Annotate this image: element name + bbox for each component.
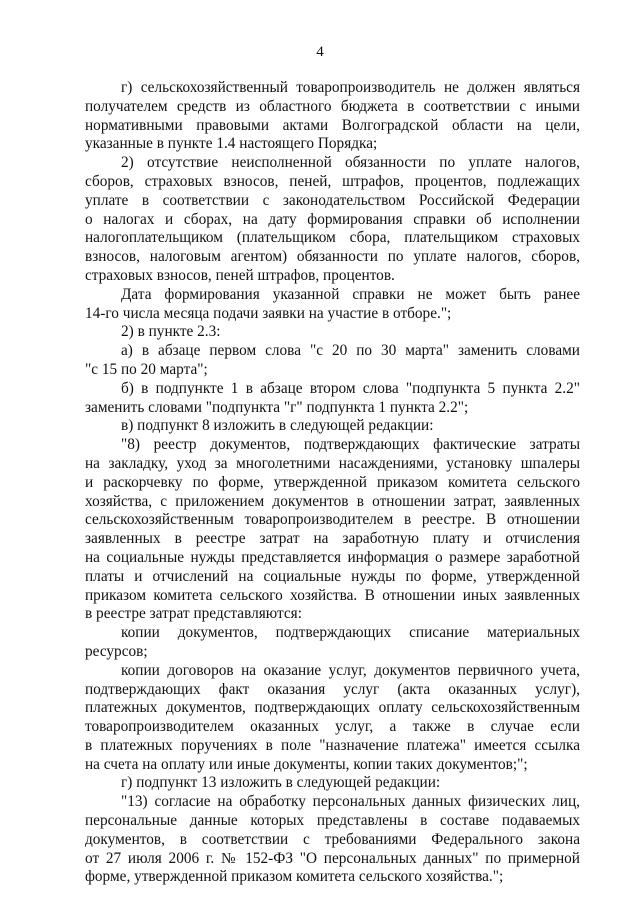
document-body	[85, 79, 580, 887]
text-line: г) сельскохозяйственный товаропроизводитель не должен являться	[121, 79, 580, 96]
text-line: копии документов, подтверждающих списание материальных	[121, 624, 580, 642]
text-line: указанные в пункте 1.4 настоящего Порядка;	[85, 135, 378, 153]
text-line: о налогах и сборах, на дату формирования справки об исполнении	[85, 210, 580, 228]
text-line: документов, в соответствии с требованиями Федерального закона	[85, 830, 580, 848]
text-line: подтверждающих факт оказания услуг (акта оказанных услуг),	[85, 680, 580, 698]
text-line: копии договоров на оказание услуг, документов первичного учета,	[121, 661, 580, 679]
text-line: на счета на оплату или иные документы, копии таких документов;";	[85, 755, 528, 773]
text-line: "13) согласие на обработку персональных данных физических лиц,	[121, 793, 580, 811]
text-line: уплате в соответствии с законодательством Российской Федерации	[85, 191, 580, 209]
text-line: на социальные нужды представляется информация о размере заработной	[85, 548, 580, 566]
text-line: Дата формирования указанной справки не может быть ранее	[121, 285, 580, 303]
text-line: нормативными правовыми актами Волгоградской области на цели,	[85, 116, 580, 134]
text-line: ресурсов;	[85, 642, 148, 660]
text-line: г) подпункт 13 изложить в следующей редакции:	[121, 774, 441, 792]
text-line: товаропроизводителем оказанных услуг, а также в случае если	[85, 718, 580, 736]
text-line: заявленных в реестре затрат на заработную плату и отчисления	[85, 530, 580, 548]
text-line: сельскохозяйственным товаропроизводителем в реестре. В отношении	[85, 511, 580, 529]
text-line: получателем средств из областного бюджета в соответствии с иными	[85, 97, 580, 115]
text-line: в) подпункт 8 изложить в следующей редакции:	[121, 417, 434, 435]
text-line: платежных документов, подтверждающих оплату сельскохозяйственным	[85, 699, 580, 717]
text-line: заменить словами "подпункта "г" подпункта 1 пункта 2.2";	[85, 398, 469, 416]
text-line: приказом комитета сельского хозяйства. В отношении иных заявленных	[85, 586, 580, 604]
text-line: в реестре затрат представляются:	[85, 605, 302, 623]
text-line: на закладку, уход за многолетними насаждениями, установку шпалеры	[85, 454, 580, 472]
text-line: взносов, налоговым агентом) обязанности по уплате налогов, сборов,	[85, 248, 580, 266]
text-line: а) в абзаце первом слова "с 20 по 30 марта" заменить словами	[121, 342, 580, 360]
text-line: страховых взносов, пеней штрафов, процентов.	[85, 266, 395, 284]
text-line: 2) отсутствие неисполненной обязанности по уплате налогов,	[121, 154, 580, 172]
text-line: б) в подпункте 1 в абзаце втором слова "подпункта 5 пункта 2.2"	[121, 379, 580, 397]
text-line: форме, утвержденной приказом комитета сельского хозяйства.";	[85, 868, 504, 886]
text-line: персональные данные которых представлены в составе подаваемых	[85, 812, 580, 830]
text-line: хозяйства, с приложением документов в отношении затрат, заявленных	[85, 492, 580, 510]
text-line: 14-го числа месяца подачи заявки на участие в отборе.";	[85, 304, 452, 322]
text-line: от 27 июля 2006 г. № 152-ФЗ "О персональных данных" по примерной	[85, 849, 580, 867]
text-line: "8) реестр документов, подтверждающих фактические затраты	[121, 436, 580, 454]
text-line: в платежных поручениях в поле "назначение платежа" имеется ссылка	[85, 736, 580, 754]
text-line: налогоплательщиком (плательщиком сбора, плательщиком страховых	[85, 229, 580, 247]
text-line: платы и отчислений на социальные нужды по форме, утвержденной	[85, 567, 580, 585]
text-line: "с 15 по 20 марта";	[85, 360, 208, 378]
text-line: 2) в пункте 2.3:	[121, 323, 221, 341]
page-number: 4	[316, 44, 324, 60]
text-line: и раскорчевку по форме, утвержденной приказом комитета сельского	[85, 473, 580, 491]
text-line: сборов, страховых взносов, пеней, штрафов, процентов, подлежащих	[85, 172, 580, 190]
